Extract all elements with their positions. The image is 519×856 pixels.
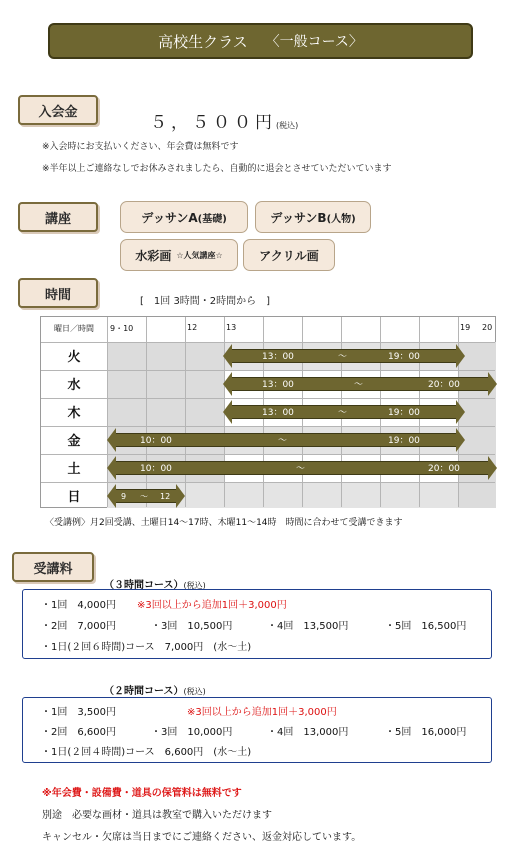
free-note: ※年会費・設備費・道具の保管料は無料です — [42, 788, 242, 799]
fee-3h-heading: （３時間コース）(税込) — [104, 580, 206, 591]
time-arrow-sun: 9 〜 12 — [116, 489, 176, 503]
course-acrylic[interactable]: アクリル画 — [243, 239, 335, 271]
materials-note: 別途 必要な画材・道具は教室で購入いただけます — [42, 810, 272, 821]
hour-label: 12 — [187, 323, 198, 332]
page-title-bar — [48, 23, 473, 59]
fee-3h-2x: ・2回 7,000円 — [41, 621, 116, 632]
page-title: 高校生クラス — [158, 32, 248, 51]
fee-2h-once: ・1回 3,500円 — [41, 707, 116, 718]
fee-3h-tax: (税込) — [183, 581, 206, 590]
fee-2h-tax: (税込) — [183, 687, 206, 696]
popular-badge: ☆人気講座☆ — [176, 250, 223, 260]
fee-2h-2x: ・2回 6,600円 — [41, 727, 116, 738]
admission-tag: 入会金 — [18, 95, 98, 125]
fee-2h-4x: ・4回 13,000円 — [267, 727, 349, 738]
day-label: 日 — [67, 490, 81, 505]
time-arrow-fri: 10：00 〜 19：00 — [116, 433, 456, 447]
fee-3h-day-course: ・1日(２回６時間)コース 7,000円 (水〜土) — [41, 642, 252, 653]
fee-3h-5x: ・5回 16,500円 — [385, 621, 467, 632]
fee-3h-once: ・1回 4,000円 — [41, 600, 116, 611]
day-label: 土 — [67, 462, 81, 477]
courses-tag: 講座 — [18, 202, 98, 232]
time-arrow-thu: 13：00 〜 19：00 — [232, 405, 456, 419]
time-arrow-sat: 10：00 〜 20：00 — [116, 461, 488, 475]
grid-header-label: 曜日／時間 — [54, 324, 94, 333]
course-watercolor[interactable]: 水彩画 ☆人気講座☆ — [120, 239, 238, 271]
day-label: 水 — [67, 378, 81, 393]
fee-2h-extra-note: ※3回以上から追加1回＋3,000円 — [187, 707, 337, 718]
fee-box-3h — [22, 589, 492, 659]
fee-2h-day-course: ・1日(２回４時間)コース 6,600円 (水〜土) — [41, 747, 252, 758]
hour-label: 19 — [460, 323, 471, 332]
fee-2h-heading: （２時間コース）(税込) — [104, 686, 206, 697]
day-label: 火 — [67, 350, 81, 365]
admission-price-tax: (税込) — [276, 121, 299, 130]
admission-note-2: ※半年以上ご連絡なしでお休みされましたら、自動的に退会とさせていただいています — [42, 164, 392, 174]
fee-2h-3x: ・3回 10,000円 — [151, 727, 233, 738]
time-arrow-tue: 13：00 〜 19：00 — [232, 349, 456, 363]
fee-3h-4x: ・4回 13,500円 — [267, 621, 349, 632]
example-text: 〈受講例〉月2回受講、土曜日14〜17時、木曜11〜14時 時間に合わせて受講できます — [45, 518, 403, 528]
cancel-note: キャンセル・欠席は当日までにご連絡ください、返金対応しています。 — [42, 832, 362, 843]
hour-label: 20 — [482, 323, 493, 332]
day-label: 木 — [67, 406, 81, 421]
time-arrow-wed: 13：00 〜 20：00 — [232, 377, 488, 391]
page-subtitle: 〈一般コース〉 — [265, 34, 363, 50]
fees-tag: 受講料 — [12, 552, 94, 582]
fee-box-2h — [22, 697, 492, 763]
time-tag: 時間 — [18, 278, 98, 308]
day-label: 金 — [67, 434, 81, 449]
fee-3h-extra-note: ※3回以上から追加1回＋3,000円 — [137, 600, 287, 611]
course-dessin-b[interactable]: デッサンB (人物) — [255, 201, 371, 233]
fee-2h-5x: ・5回 16,000円 — [385, 727, 467, 738]
course-dessin-a-level: (基礎) — [197, 213, 227, 225]
schedule-grid — [40, 316, 496, 508]
time-summary: [ 1回 3時間・2時間から ] — [140, 296, 271, 307]
admission-price: ５，５００円(税込) — [150, 113, 299, 133]
fee-3h-3x: ・3回 10,500円 — [151, 621, 233, 632]
admission-note-1: ※入会時にお支払いください、年会費は無料です — [42, 142, 239, 152]
hour-label: 9・10 — [110, 324, 134, 333]
course-dessin-a[interactable]: デッサンA (基礎) — [120, 201, 248, 233]
hour-label: 13 — [226, 323, 237, 332]
course-dessin-b-level: (人物) — [326, 213, 356, 225]
